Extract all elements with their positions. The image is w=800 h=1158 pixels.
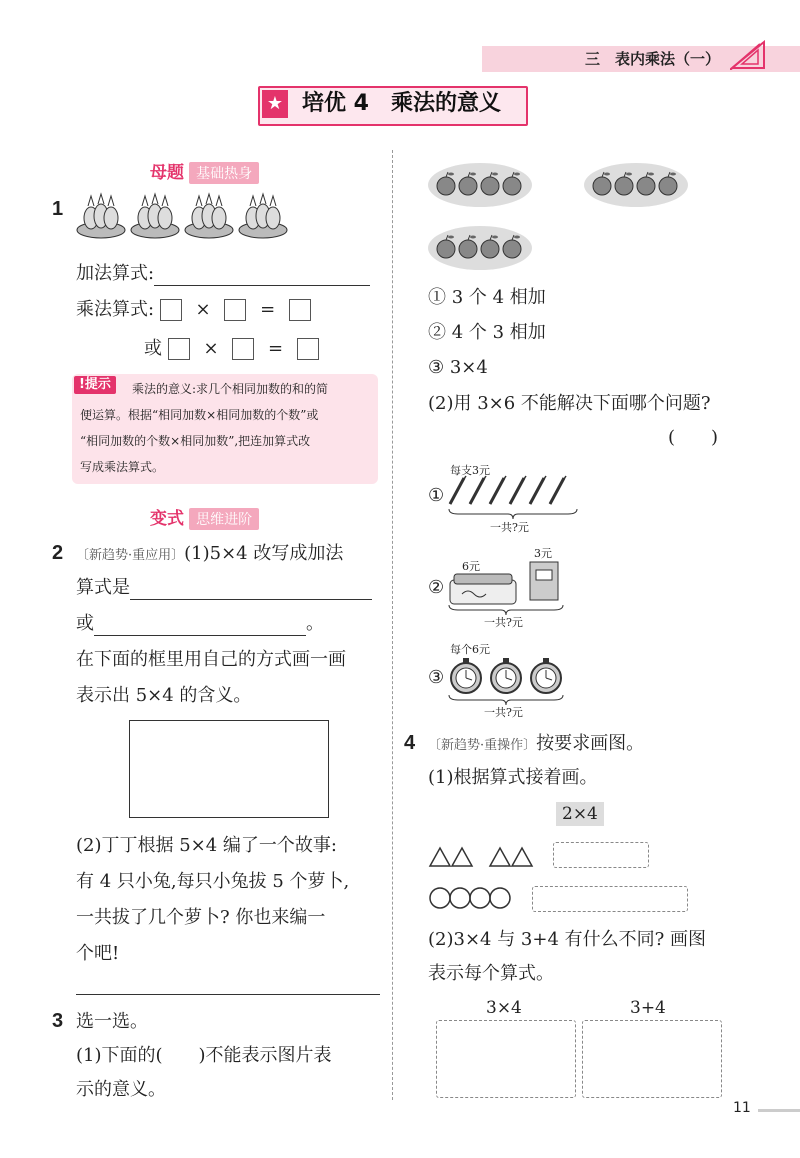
column-divider (392, 150, 394, 1100)
book-price-label: 3元 (534, 547, 552, 560)
multiplication-line-1: 乘法算式: × = (76, 298, 311, 322)
case-price-label: 6元 (462, 560, 480, 573)
circle-draw-area[interactable] (532, 886, 688, 912)
pencil-case-icon (448, 572, 518, 606)
section-heading-advanced: 变式 思维进阶 (150, 504, 259, 530)
option-3[interactable]: ③ 3×4 (428, 357, 488, 378)
q2-story-1: (2)丁丁根据 5×4 编了一个故事: (76, 835, 337, 856)
question-number-4: 4 (404, 732, 416, 754)
tip-line-4: 写成乘法算式。 (80, 460, 165, 474)
q3-title: 选一选。 (76, 1011, 148, 1032)
drawing-box[interactable] (129, 720, 329, 818)
q3-part1-a: (1)下面的( )不能表示图片表 (76, 1045, 332, 1066)
addition-answer-field[interactable] (130, 579, 372, 600)
chapter-title: 三 表内乘法（一） (585, 50, 721, 68)
q4-title-line: 〔新趋势·重操作〕按要求画图。 (428, 733, 645, 754)
watch-price-label: 每个6元 (450, 643, 490, 656)
answer-box[interactable] (168, 338, 190, 360)
answer-box[interactable] (289, 299, 311, 321)
watch-total-label: 一共?元 (484, 706, 523, 719)
draw-area-3plus4[interactable] (582, 1020, 722, 1098)
q2-line-3: 或 。 (76, 613, 324, 634)
answer-box[interactable] (160, 299, 182, 321)
q3-part1-b: 示的意义。 (76, 1079, 166, 1100)
option-2[interactable]: ② 4 个 3 相加 (428, 322, 546, 343)
notebook-icon (528, 560, 560, 602)
addition-answer-field[interactable] (94, 615, 306, 636)
page-number: 11 (733, 1100, 751, 1116)
draw-area-3x4[interactable] (436, 1020, 576, 1098)
answer-box[interactable] (232, 338, 254, 360)
tip-line-1: 乘法的意义:求几个相同加数的和的简 (132, 382, 329, 396)
q4-part1: (1)根据算式接着画。 (428, 767, 598, 788)
pen-option-mark: ① (428, 485, 445, 506)
tip-line-3: “相同加数的个数×相同加数”,把连加算式改 (80, 434, 311, 448)
answer-box[interactable] (297, 338, 319, 360)
q4-part2-b: 表示每个算式。 (428, 963, 554, 984)
pineapple-plates (76, 192, 292, 246)
addition-line: 加法算式: (76, 262, 370, 286)
q2-draw-1: 在下面的框里用自己的方式画一画 (76, 649, 346, 670)
addition-answer-field[interactable] (154, 265, 370, 286)
multiplication-line-2: 或 × = (144, 337, 319, 361)
question-number-1: 1 (52, 198, 64, 220)
section-heading-basic: 母题 基础热身 (150, 158, 259, 184)
story-answer-line[interactable] (76, 994, 380, 995)
triangles-icon (428, 844, 538, 868)
expression-badge: 2×4 (556, 802, 604, 826)
expression-label-1: 3×4 (486, 998, 522, 1018)
q2-story-2: 有 4 只小兔,每只小兔拔 5 个萝卜, (76, 871, 350, 892)
answer-paren[interactable]: ( ) (668, 427, 719, 448)
tip-line-2: 便运算。根据“相同加数×相同加数的个数”或 (80, 408, 319, 422)
q2-draw-2: 表示出 5×4 的含义。 (76, 685, 252, 706)
triangle-draw-area[interactable] (553, 842, 649, 868)
question-number-3: 3 (52, 1010, 64, 1032)
stopwatches-icon (448, 656, 564, 696)
q2-story-3: 一共拔了几个萝卜? 你也来编一 (76, 907, 326, 928)
pineapple-plates-icon (76, 192, 292, 242)
case-option-mark: ② (428, 577, 445, 598)
q4-part2-a: (2)3×4 与 3+4 有什么不同? 画图 (428, 929, 707, 950)
star-icon: ★ (266, 93, 284, 114)
option-1[interactable]: ① 3 个 4 相加 (428, 287, 546, 308)
question-number-2: 2 (52, 542, 64, 564)
pens-icon (448, 474, 583, 510)
watch-option-mark: ③ (428, 667, 445, 688)
page-number-rule (758, 1109, 800, 1112)
apple-groups (428, 160, 698, 280)
answer-box[interactable] (224, 299, 246, 321)
pen-price-label: 每支3元 (450, 464, 490, 477)
circles-icon (428, 886, 514, 910)
q2-line-1: 〔新趋势·重应用〕(1)5×4 改写成加法 (76, 543, 344, 564)
pen-total-label: 一共?元 (490, 521, 529, 534)
title-star-badge (262, 90, 288, 118)
ruler-triangle-icon (730, 40, 766, 70)
q3-part2: (2)用 3×6 不能解决下面哪个问题? (428, 393, 711, 414)
q2-story-4: 个吧! (76, 943, 120, 964)
q2-line-2: 算式是 (76, 576, 372, 600)
case-total-label: 一共?元 (484, 616, 523, 629)
expression-label-2: 3+4 (630, 998, 666, 1018)
tip-label: !提示 (74, 376, 116, 394)
page-title: 培优 4 乘法的意义 (302, 91, 501, 116)
